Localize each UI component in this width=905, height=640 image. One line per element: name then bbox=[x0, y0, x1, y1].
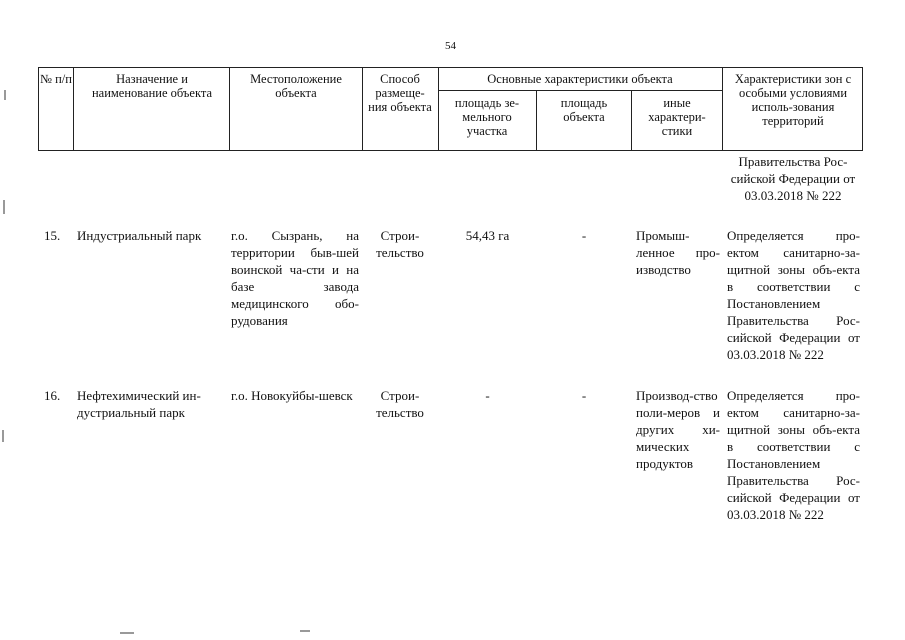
table-right-border bbox=[862, 67, 863, 151]
col-divider bbox=[631, 90, 632, 151]
col-divider bbox=[229, 67, 230, 151]
row-15-other: Промыш-ленное про-изводство bbox=[636, 228, 720, 277]
row-15-zones: Определяется про-ектом санитарно-за-щитной зоны объ-екта в соответствии с Постановлением Правительства Рос-сийской Федерации от 03.03.2018 № 222 bbox=[727, 228, 860, 362]
row-16-object-area: - bbox=[581, 388, 587, 403]
zones-continuation: Правительства Рос-сийской Федерации от 03.03.2018 № 222 bbox=[730, 154, 856, 203]
scan-speck bbox=[300, 630, 310, 632]
row-16-name: Нефтехимический ин-дустриальный парк bbox=[77, 388, 201, 420]
header-land-area: площадь зе-мельного участка bbox=[454, 96, 520, 138]
header-num: № п/п bbox=[40, 72, 72, 86]
header-main-characteristics: Основные характеристики объекта bbox=[487, 72, 673, 86]
col-divider bbox=[536, 90, 537, 151]
row-16-zones: Определяется про-ектом санитарно-за-щитной зоны объ-екта в соответствии с Постановлением Правительства Рос-сийской Федерации от 03.03.2018 № 222 bbox=[727, 388, 860, 522]
col-divider bbox=[73, 67, 74, 151]
scan-speck bbox=[2, 430, 4, 442]
scan-speck bbox=[4, 90, 6, 100]
row-16-method: Строи-тельство bbox=[376, 388, 424, 420]
col-divider bbox=[362, 67, 363, 151]
table-top-border bbox=[38, 67, 863, 68]
header-method: Способ размеще-ния объекта bbox=[368, 72, 432, 114]
row-16-location: г.о. Новокуйбы-шевск bbox=[231, 388, 353, 403]
row-16-num: 16. bbox=[44, 388, 61, 403]
header-object-area: площадь объекта bbox=[560, 96, 608, 124]
col-divider bbox=[438, 67, 439, 151]
table-left-border bbox=[38, 67, 39, 151]
scan-speck bbox=[3, 200, 5, 214]
row-15-object-area: - bbox=[581, 228, 587, 243]
row-15-method: Строи-тельство bbox=[376, 228, 424, 260]
header-other: иные характери-стики bbox=[648, 96, 706, 138]
row-15-location: г.о. Сызрань, на территории быв-шей воинской ча-сти и на базе завода медицинского обо-рудования bbox=[231, 228, 359, 328]
scan-speck bbox=[120, 632, 134, 634]
header-name: Назначение и наименование объекта bbox=[91, 72, 213, 100]
header-zones: Характеристики зон с особыми условиями исполь-зования территорий bbox=[734, 72, 852, 128]
row-15-num: 15. bbox=[44, 228, 61, 243]
header-location: Местоположение объекта bbox=[250, 72, 342, 100]
row-15-name: Индустриальный парк bbox=[77, 228, 202, 243]
row-15-land-area: 54,43 га bbox=[465, 228, 510, 243]
header-bottom-border bbox=[38, 150, 863, 151]
row-16-other: Производ-ство поли-меров и других хи-мических продуктов bbox=[636, 388, 720, 471]
col-divider bbox=[722, 67, 723, 151]
subheader-divider bbox=[438, 90, 722, 91]
page-number: 54 bbox=[445, 40, 456, 52]
row-16-land-area: - bbox=[485, 388, 490, 403]
